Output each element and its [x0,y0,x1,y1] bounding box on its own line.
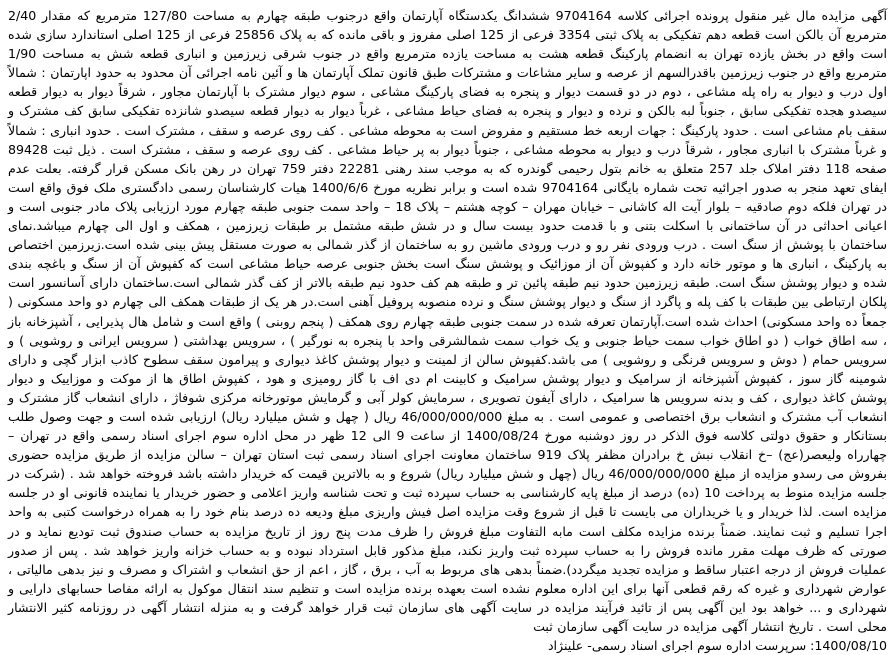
auction-notice-body: آگهی مزایده مال غیر منقول پرونده اجرائی کلاسه 9704164 ششدانگ یکدستگاه آپارتمان واقع درجنوب طبقه چهارم به مساحت 127/80 مترمربع که مقدار 2/40 مترمربع آن بالکن است قطعه دهم تفکیکی به پلاک ثبتی 3354 فرعی از 125 اصلی مفروز و باقی مانده که به پلاک 25856 فرعی از 125 اصلی استاندارد سازی شده است واقع در بخش یازده تهران به انضمام پارکینگ قطعه هشت به مساحت یازده مترمربع واقع در جنوب شرقی زیرزمین و انباری قطعه شش به مساحت 1/90 مترمربع واقع در جنوب زیرزمین باقدرالسهم از عرصه و سایر مشاعات و مشترکات طبق قانون تملک آپارتمان ها و آئین نامه اجرائی آن محدود به حدود اپارتمان : شمالاً اول درب و دیوار به راه پله مشاعی ، دوم در دو قسمت دیوار و پنجره به فضای پارکینگ مشاعی ، سوم دیوار مشترک با آپارتمان مجاور ، شرقاً دیوار به دیوار قطعه سیصدو هجده تفکیکی سابق ، جنوباً لبه بالکن و نرده و دیوار و پنجره به فضای حیاط مشاعی ، غرباً دیوار به دیوار قطعه سیصدو شانزده تفکیکی سابق کف مشترک و سقف بام مشاعی است . حدود پارکینگ : جهات اربعه خط مستقیم و مفروض است به محوطه مشاعی . کف روی عرصه و سقف ، مشترک است . حدود انباری : شمالاً و غرباً مشترک با انباری مجاور ، شرقاً درب و دیوار به محوطه مشاعی ، جنوباً دیوار به پر حیاط مشاعی . کف روی عرصه و سقف ، مشترک است . ذیل ثبت 89428 صفحه 118 دفتر املاک جلد 257 متعلق به خانم بتول رحیمی گوندره که به موجب سند رهنی 22281 دفتر 759 تهران در رهن بانک مسکن قرار گرفته. بعلت عدم ایفای تعهد منجر به صدور اجرائیه تحت شماره بایگانی 9704164 شده است و برابر نظریه مورخ 1400/6/6 هیات کارشناسان رسمی دادگستری ملک فوق واقع است در تهران فلکه دوم صادقیه – بلوار آیت اله کاشانی – خیابان مهران – کوچه هشتم – پلاک 18 – واحد سمت جنوبی طبقه چهارم مورد ارزیابی پلاک مادر جنوبی است و اعیانی احداثی در آن ساختمانی با اسکلت بتنی و با قدمت حدود بیست سال و در شش طبقه مشتمل بر طبقات زیرزمین ، همکف و اول الی چهارم میباشد.نمای ساختمان با پوشش از سنگ است . درب ورودی نفر رو و درب ورودی ماشین رو به ساختمان از گذر شمالی به صورت مستقل پیش بینی شده است.زیرزمین اختصاص به پارکینگ ، انباری ها و موتور خانه دارد و کفپوش آن از موزائیک و پوشش سنگ است بخش جنوبی عرصه حیاط مشاعی است که کفپوش آن از سنگ و باغچه بندی شده و دیوار پوشش سنگ است. طبقه زیرزمین حدود نیم طبقه پائین تر و طبقه هم کف حدود نیم طبقه بالاتر از کف گذر شمالی است.ساختمان دارای آسانسور است پلکان ارتباطی بین طبقات با کف پله و پاگرد از سنگ و دیوار پوشش سنگ و نرده منصوبه پروفیل آهنی است.در هر یک از طبقات همکف الی چهارم دو واحد مسکونی ( جمعاً ده واحد مسکونی) احداث شده است.آپارتمان تعرفه شده در سمت جنوبی طبقه چهارم روی همکف ( پنجم روبنی ) واقع است و شامل هال پذیرایی ، آشپزخانه باز ، سه اطاق خواب ( دو اطاق خواب سمت حیاط جنوبی و یک خواب سمت شمالشرقی واحد با پنجره به نورگیر ) ، سرویس بهداشتی ( سرویس ایرانی و روشویی ) و سرویس حمام ( دوش و سرویس فرنگی و روشویی ) می باشد.کفپوش سالن از لمینت و دیوار پوشش کاغذ دیواری و پیرامون سقف سطوح کاذب ابزار گچی و دارای شومینه گاز سوز ، کفپوش آشپزخانه از سرامیک و دیوار پوشش سرامیک و کابینت ام دی اف با گاز رومیزی و هود ، کفپوش اطاق ها از موکت و موزاییک و دیوار پوشش کاغذ دیواری ، کف و بدنه سرویس ها سرامیک ، دارای آیفون تصویری ، سرمایش کولر آبی و گرمایش موتورخانه مرکزی شوفاژ ، دارای انشعاب گاز مشترک و انشعاب آب مشترک و انشعاب برق اختصاصی و عمومی است . به مبلغ 46/000/000/000 ریال ( چهل و شش میلیارد ریال) ارزیابی شده است و جهت وصول طلب بستانکار و حقوق دولتی کلاسه فوق الذکر در روز دوشنبه مورخ 1400/08/24 از ساعت 9 الی 12 ظهر در محل اداره سوم اجرای اسناد رسمی واقع در تهران – چهارراه ولیعصر(عج) –خ انقلاب نبش خ برادران مظفر پلاک 919 ساختمان معاونت اجرای اسناد رسمی ثبت استان تهران – سالن مزایده از طریق مزایده حضوری بفروش می رسدو مزایده از مبلغ 46/000/000/000 ریال (چهل و شش میلیارد ریال) شروع و به بالاترین قیمت که خریدار داشته باشد فروخته خواهد شد . (شرکت در جلسه مزایده منوط به پرداخت 10 (ده) درصد از مبلغ پایه کارشناسی به حساب سپرده ثبت و تحت شناسه واریز اعلامی و حضور خریدار یا نماینده قانونی او در جلسه مزایده است. لذا خریدار و یا خریداران می بایست تا قبل از شروع وقت مزایده اصل فیش واریزی مبلغ ودیعه ده درصد بنام خود را به همراه درخواست کتبی به واحد اجرا تسلیم و ثبت نمایند. ضمناً برنده مزایده مکلف است مابه التفاوت مبلغ فروش را ظرف مدت پنج روز از تاریخ مزایده به حساب صندوق ثبت تودیع نماید و در صورتی که ظرف مهلت مقرر مانده فروش را به حساب سپرده ثبت واریز نکند، مبلغ مذکور قابل استرداد نبوده و به حساب خزانه واریز خواهد شد . پس از صدور عملیات فروش از درجه اعتبار ساقط و مزایده تجدید میگردد).ضمناً بدهی های مربوط به آب ، برق ، گاز ، اعم از حق انشعاب و اشتراک و مصرف و نیز بدهی مالیاتی ، عوارض شهرداری و غیره که رقم قطعی آنها برای این اداره معلوم نشده است بعهده برنده مزایده است و تنظیم سند انتقال موکول به ارائه مفاصا حسابهای دارایی و شهرداری و ... خواهد بود این آگهی پس از تائید فرآیند مزایده در سایت آگهی های سازمان ثبت قرار خواهد گرفت و به منزله انتشار آگهی در روزنامه کثیر الانتشار محلی است . تاریخ انتشار آگهی مزایده در سایت آگهی سازمان ثبت [8,8,888,634]
auction-notice-footer: 1400/08/10: سرپرست اداره سوم اجرای اسناد رسمی- علینژاد [547,638,887,654]
